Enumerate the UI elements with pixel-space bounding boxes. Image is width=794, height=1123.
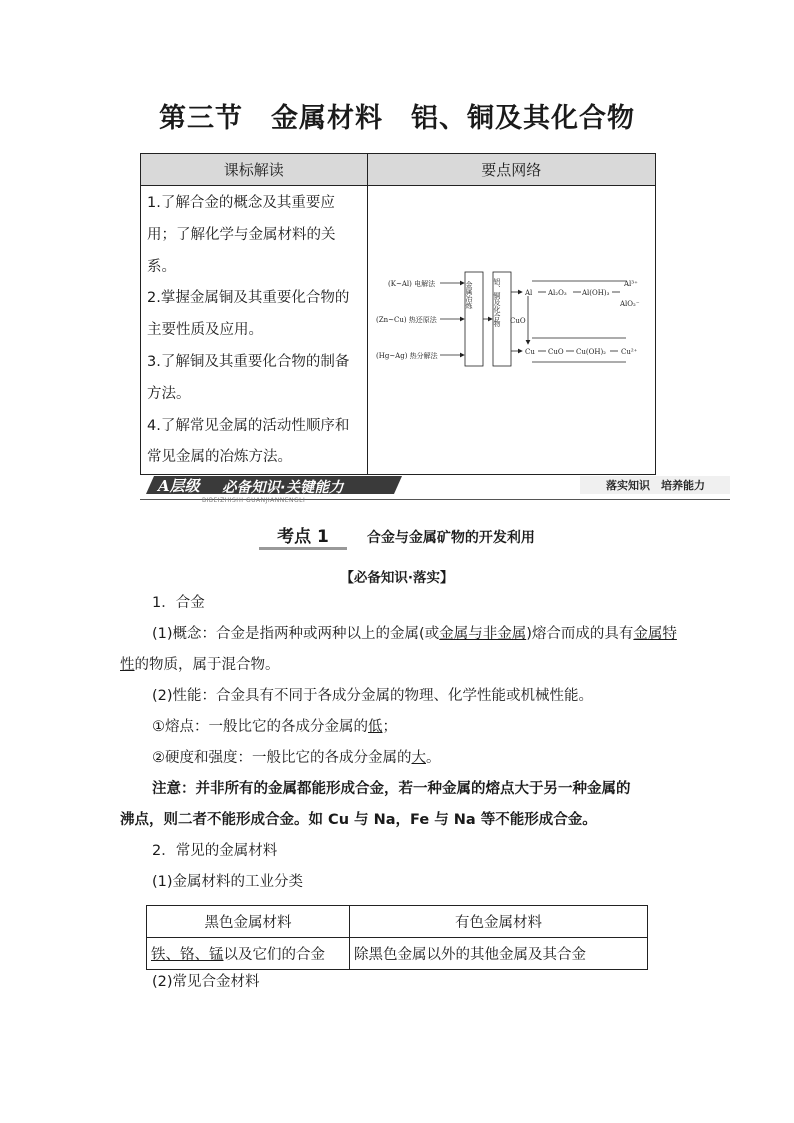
- banner-pinyin: BIBEIZHISHI GUANJIANNENGLI: [202, 497, 306, 504]
- alo2-ion-node: AlO₂⁻: [619, 300, 640, 308]
- method-thermal-decomposition: (Hg~Ag) 热分解法: [375, 352, 438, 360]
- method-electrolysis: (K~Al) 电解法: [387, 280, 435, 288]
- note-line-1: 注意：并非所有的金属都能形成合金，若一种金属的熔点大于另一种金属的: [152, 781, 631, 797]
- ferrous-cell: [147, 938, 350, 970]
- al2o3-node: Al₂O₃: [547, 289, 567, 297]
- concept-paragraph: [120, 619, 680, 681]
- cuo-label: CuO: [509, 317, 526, 325]
- cuo-node: CuO: [547, 348, 564, 356]
- melting-text-a: ①熔点：一般比它的各成分金属的: [152, 719, 368, 735]
- hardness-line: [120, 743, 680, 774]
- nonferrous-cell: 除黑色金属以外的其他金属及其合金: [350, 938, 648, 970]
- concept-underline-1: 金属与非金属: [439, 626, 527, 642]
- concept-text-c: 的物质，属于混合物。: [134, 657, 280, 673]
- hardness-text-a: ②硬度和强度：一般比它的各成分金属的: [152, 750, 412, 766]
- requirement-item: 3.了解铜及其重要化合物的制备方法。: [147, 353, 350, 402]
- heading-alloy-text: 1．合金: [152, 595, 205, 611]
- requirements-cell: [141, 186, 368, 475]
- al-node: Al: [524, 289, 532, 297]
- section-tag: 考点 1: [259, 522, 347, 550]
- key-network-diagram: [368, 186, 654, 466]
- cu2-ion-node: Cu²⁺: [620, 348, 637, 356]
- box-al-cu-label: 铝、铜及化合物: [492, 278, 501, 327]
- section-subtitle: 【必备知识·落实】: [340, 570, 454, 586]
- section-heading: [0, 522, 794, 550]
- property-paragraph: (2)性能：合金具有不同于各成分金属的物理、化学性能或机械性能。: [152, 688, 594, 704]
- banner-level: A层级: [158, 477, 200, 495]
- level-banner: [140, 472, 730, 508]
- header-nonferrous: 有色金属材料: [350, 906, 648, 938]
- hardness-underline: 大: [411, 750, 426, 766]
- ferrous-underlined: 铁、铬、锰: [151, 947, 224, 963]
- banner-right: 落实知识 培养能力: [606, 479, 705, 492]
- heading-alloy: [120, 588, 680, 619]
- aloh3-node: Al(OH)₃: [581, 289, 609, 297]
- requirement-item: 4.了解常见金属的活动性顺序和常见金属的冶炼方法。: [147, 417, 350, 466]
- melting-underline: 低: [368, 719, 383, 735]
- network-cell: [367, 186, 655, 475]
- note-line-2: 沸点，则二者不能形成合金。如 Cu 与 Na，Fe 与 Na 等不能形成合金。: [120, 812, 597, 828]
- page-title: 第三节 金属材料 铝、铜及其化合物: [159, 103, 635, 134]
- header-ferrous: 黑色金属材料: [147, 906, 350, 938]
- cuoh2-node: Cu(OH)₂: [575, 348, 606, 356]
- melting-text-b: ；: [382, 719, 397, 735]
- cu-node: Cu: [524, 348, 535, 356]
- heading-common-materials: 2．常见的金属材料: [152, 843, 278, 859]
- hardness-text-b: 。: [426, 750, 441, 766]
- common-alloy-materials: (2)常见合金材料: [152, 974, 260, 990]
- concept-underline-2: 金属特性: [120, 626, 677, 673]
- al3-ion-node: Al³⁺: [623, 280, 638, 288]
- industrial-classification: (1)金属材料的工业分类: [152, 874, 304, 890]
- section-title: 合金与金属矿物的开发利用: [366, 530, 535, 546]
- box-metal-smelting-label: 金属冶炼: [464, 281, 473, 309]
- metal-classification-table: [146, 905, 648, 970]
- concept-text-b: )熔合而成的具有: [526, 626, 634, 642]
- requirement-item: 2.掌握金属铜及其重要化合物的主要性质及应用。: [147, 290, 350, 339]
- melting-point-line: [120, 712, 680, 743]
- ferrous-rest: 以及它们的合金: [223, 947, 325, 963]
- requirement-item: 1.了解合金的概念及其重要应用；了解化学与金属材料的关系。: [147, 195, 336, 275]
- method-thermal-reduction: (Zn~Cu) 热还原法: [375, 316, 437, 324]
- header-key-network: 要点网络: [367, 154, 655, 186]
- content-body: [120, 588, 680, 898]
- standard-table: [140, 153, 656, 475]
- banner-name: 必备知识·关键能力: [222, 480, 344, 496]
- header-standard-reading: 课标解读: [141, 154, 368, 186]
- concept-text-a: (1)概念：合金是指两种或两种以上的金属(或: [152, 626, 440, 642]
